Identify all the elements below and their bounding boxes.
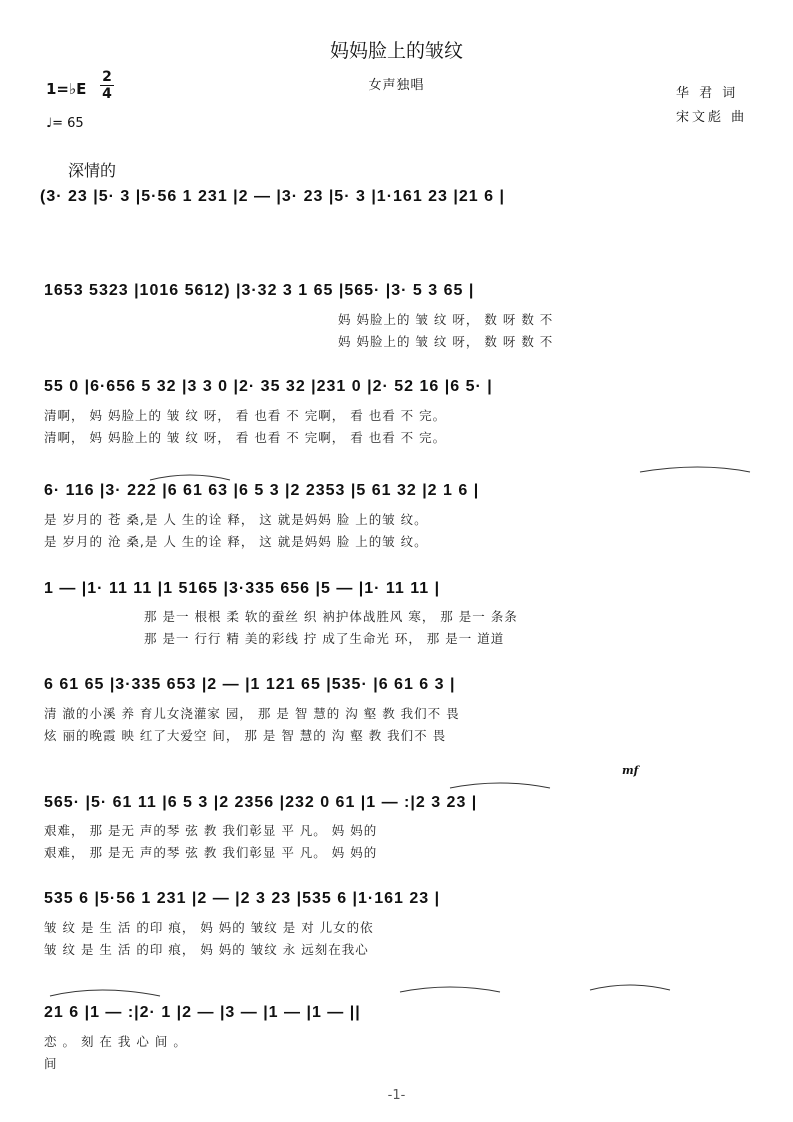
slur-arc: [400, 987, 500, 992]
slur-arc: [450, 783, 550, 788]
song-title: 妈妈脸上的皱纹: [329, 40, 463, 62]
notation-line-8: 535 6 |5·56 1 231 |2 — |2 3 23 |535 6 |1·161 23 |: [44, 890, 441, 907]
tempo-marking: ♩= 65: [46, 116, 84, 131]
expression-marking: 深情的: [68, 161, 117, 180]
slur-arc: [50, 990, 160, 996]
lyrics-line-2-verse-1: 妈 妈脸上的 皱 纹 呀， 数 呀 数 不: [338, 312, 554, 327]
slur-arc: [590, 985, 670, 990]
notation-line-2: 1653 5323 |1016 5612) |3·32 3 1 65 |565· |3· 5 3 65 |: [44, 282, 475, 299]
notation-line-9: 21 6 |1 — :|2· 1 |2 — |3 — |1 — |1 — ||: [44, 1004, 361, 1021]
slur-arc: [150, 475, 230, 480]
time-signature-bottom: 4: [102, 86, 112, 102]
notation-line-7: 565· |5· 61 11 |6 5 3 |2 2356 |232 0 61 |1 — :|2 3 23 |: [44, 794, 478, 811]
composer-credit: 宋文彪 曲: [676, 110, 748, 125]
lyricist-credit: 华 君 词: [676, 86, 739, 101]
lyrics-line-2-verse-2: 妈 妈脸上的 皱 纹 呀， 数 呀 数 不: [338, 334, 554, 349]
notation-line-6: 6 61 65 |3·335 653 |2 — |1 121 65 |535· |6 61 6 3 |: [44, 676, 456, 693]
lyrics-line-5-verse-2: 那 是一 行行 精 美的彩线 拧 成了生命光 环， 那 是一 道道: [144, 631, 505, 646]
notation-line-1: (3· 23 |5· 3 |5·56 1 231 |2 — |3· 23 |5· 3 |1·161 23 |21 6 |: [40, 188, 505, 205]
key-signature: 1=♭E: [46, 80, 87, 98]
lyrics-line-7-verse-1: 艰难， 那 是无 声的琴 弦 教 我们彰显 平 凡。 妈 妈的: [44, 823, 378, 838]
lyrics-line-3-verse-1: 清啊， 妈 妈脸上的 皱 纹 呀， 看 也看 不 完啊， 看 也看 不 完。: [44, 408, 447, 423]
lyrics-line-8-verse-2: 皱 纹 是 生 活 的印 痕， 妈 妈的 皱纹 永 远刻在我心: [44, 942, 369, 957]
notation-line-4: 6· 116 |3· 222 |6 61 63 |6 5 3 |2 2353 |5 61 32 |2 1 6 |: [44, 482, 480, 499]
time-signature-top: 2: [102, 69, 112, 85]
lyrics-line-9-verse-1: 恋 。 刻 在 我 心 间 。: [44, 1034, 187, 1049]
lyrics-line-6-verse-2: 炫 丽的晚霞 映 红了大爱空 间， 那 是 智 慧的 沟 壑 教 我们不 畏: [44, 728, 447, 743]
slur-arc: [640, 467, 750, 472]
lyrics-line-7-verse-2: 艰难， 那 是无 声的琴 弦 教 我们彰显 平 凡。 妈 妈的: [44, 845, 378, 860]
lyrics-line-8-verse-1: 皱 纹 是 生 活 的印 痕， 妈 妈的 皱纹 是 对 儿女的依: [44, 920, 374, 935]
song-subtitle: 女声独唱: [368, 78, 425, 93]
lyrics-line-4-verse-2: 是 岁月的 沧 桑,是 人 生的诠 释， 这 就是妈妈 脸 上的皱 纹。: [44, 534, 428, 549]
page-number: -1-: [387, 1088, 406, 1103]
lyrics-line-5-verse-1: 那 是一 根根 柔 软的蚕丝 织 衲护体战胜风 寒， 那 是一 条条: [144, 609, 518, 624]
lyrics-line-3-verse-2: 清啊， 妈 妈脸上的 皱 纹 呀， 看 也看 不 完啊， 看 也看 不 完。: [44, 430, 447, 445]
lyrics-line-6-verse-1: 清 澈的小溪 养 育儿女浇灌家 园， 那 是 智 慧的 沟 壑 教 我们不 畏: [44, 706, 460, 721]
lyrics-line-4-verse-1: 是 岁月的 苍 桑,是 人 生的诠 释， 这 就是妈妈 脸 上的皱 纹。: [44, 512, 428, 527]
dynamic-marking: mf: [622, 764, 639, 777]
lyrics-line-9-verse-2: 间: [44, 1056, 58, 1071]
notation-line-5: 1 — |1· 11 11 |1 5165 |3·335 656 |5 — |1· 11 11 |: [44, 580, 441, 597]
notation-line-3: 55 0 |6·656 5 32 |3 3 0 |2· 35 32 |231 0 |2· 52 16 |6 5· |: [44, 378, 493, 395]
